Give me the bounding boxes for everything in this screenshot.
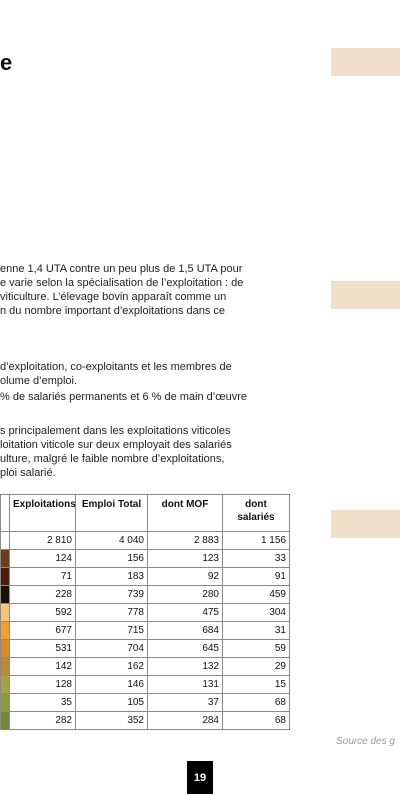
category-color-swatch	[1, 568, 10, 586]
table-body	[1, 550, 290, 730]
category-color-swatch	[1, 622, 10, 640]
table-cell: 475	[148, 604, 223, 622]
table-cell: 156	[76, 550, 148, 568]
paragraph-employment-average: enne 1,4 UTA contre un peu plus de 1,5 UTA pour e varie selon la spécialisation de l’exploitation : de viticulture. L’élevage bovin apparaît comme un n du nombre important d’exploitations dans ce	[0, 263, 244, 317]
table-cell: 280	[148, 586, 223, 604]
table-cell: 677	[10, 622, 76, 640]
table-cell: 4 040	[76, 532, 148, 550]
table-cell: 33	[223, 550, 290, 568]
page-number-label: 19	[193, 771, 207, 784]
source-note: Source des g	[336, 736, 395, 747]
table-cell: 128	[10, 676, 76, 694]
paragraph-salaried-employment: s principalement dans les exploitations viticoles loitation viticole sur deux employait des salariés ulture, malgré le faible nombre d’exploitations, ploi salarié.	[0, 425, 232, 479]
total-label-cell	[1, 532, 10, 550]
table-cell: 131	[148, 676, 223, 694]
table-cell: 146	[76, 676, 148, 694]
category-color-swatch	[1, 586, 10, 604]
table-cell: 304	[223, 604, 290, 622]
table-cell: 684	[148, 622, 223, 640]
table-row	[1, 676, 290, 694]
employment-table	[0, 494, 290, 730]
table-cell: 15	[223, 676, 290, 694]
table-cell: 284	[148, 712, 223, 730]
table-row	[1, 658, 290, 676]
table-cell: 739	[76, 586, 148, 604]
page-number	[187, 761, 213, 794]
table-cell: 645	[148, 640, 223, 658]
table-row	[1, 640, 290, 658]
table-cell: 592	[10, 604, 76, 622]
table-cell: 68	[223, 712, 290, 730]
paragraph-family-labour: d’exploitation, co-exploitants et les membres de olume d’emploi.	[0, 361, 232, 387]
header-dont-salaries: dont salariés	[223, 495, 290, 532]
category-color-swatch	[1, 640, 10, 658]
table-cell: 2 883	[148, 532, 223, 550]
table-cell: 132	[148, 658, 223, 676]
table-cell: 105	[76, 694, 148, 712]
header-exploitations: Exploitations	[10, 495, 76, 532]
table-row	[1, 712, 290, 730]
table-cell: 123	[148, 550, 223, 568]
table-cell: 91	[223, 568, 290, 586]
table-cell: 92	[148, 568, 223, 586]
table-cell: 778	[76, 604, 148, 622]
table-total-row	[1, 532, 290, 550]
category-color-swatch	[1, 604, 10, 622]
table-cell: 29	[223, 658, 290, 676]
category-color-swatch	[1, 658, 10, 676]
table-cell: 142	[10, 658, 76, 676]
table-cell: 59	[223, 640, 290, 658]
table-cell: 124	[10, 550, 76, 568]
table-cell: 37	[148, 694, 223, 712]
table-cell: 704	[76, 640, 148, 658]
table-cell: 162	[76, 658, 148, 676]
header-emploi-total: Emploi Total	[76, 495, 148, 532]
category-color-swatch	[1, 694, 10, 712]
table-cell: 35	[10, 694, 76, 712]
table-cell: 71	[10, 568, 76, 586]
table-row	[1, 622, 290, 640]
table-row	[1, 568, 290, 586]
header-empty	[1, 495, 10, 532]
table-cell: 228	[10, 586, 76, 604]
table-row	[1, 550, 290, 568]
category-color-swatch	[1, 676, 10, 694]
category-color-swatch	[1, 550, 10, 568]
table-cell: 68	[223, 694, 290, 712]
table-cell: 1 156	[223, 532, 290, 550]
table-cell: 531	[10, 640, 76, 658]
table-cell: 715	[76, 622, 148, 640]
paragraph-employee-share: % de salariés permanents et 6 % de main d’œuvre	[0, 391, 248, 403]
table-cell: 352	[76, 712, 148, 730]
side-band	[331, 48, 400, 76]
table-cell: 183	[76, 568, 148, 586]
table-cell: 282	[10, 712, 76, 730]
side-band	[331, 510, 400, 538]
table-cell: 2 810	[10, 532, 76, 550]
table-cell: 31	[223, 622, 290, 640]
table-row	[1, 604, 290, 622]
side-band	[331, 281, 400, 309]
page-heading: e	[0, 50, 13, 75]
table-header-row	[1, 495, 290, 532]
table-cell: 459	[223, 586, 290, 604]
category-color-swatch	[1, 712, 10, 730]
table-row	[1, 586, 290, 604]
header-dont-mof: dont MOF	[148, 495, 223, 532]
table-row	[1, 694, 290, 712]
